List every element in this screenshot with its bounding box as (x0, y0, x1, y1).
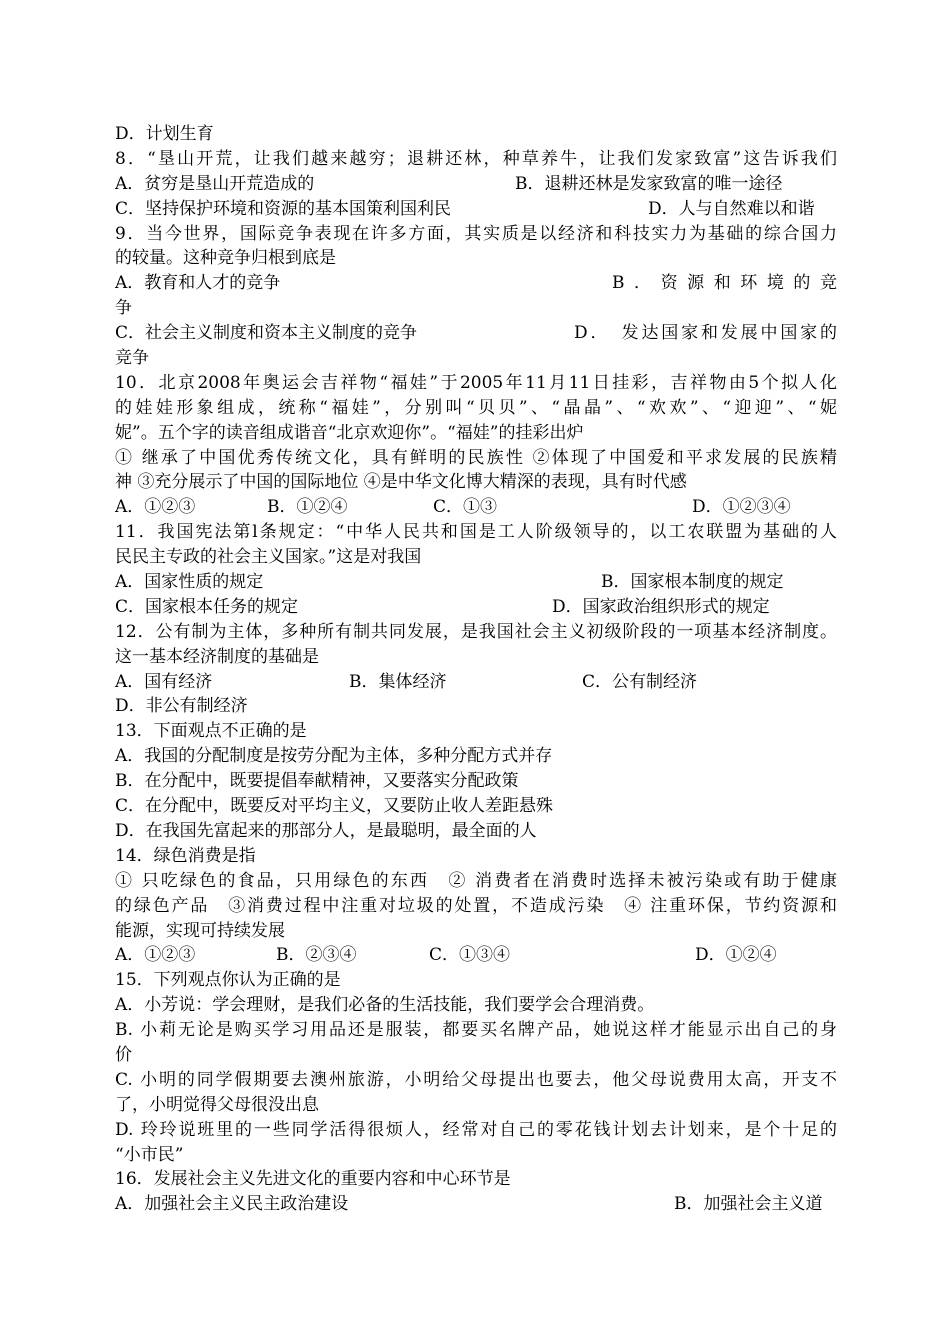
q12-option-c: C．公有制经济 (582, 671, 698, 692)
q10-option-c: C．①③ (433, 497, 498, 518)
q10-stem-line3: 妮”。五个字的读音组成谐音“北京欢迎你”。“福娃”的挂彩出炉 (115, 422, 584, 443)
q8-stem: 8．“垦山开荒，让我们越来越穷；退耕还林，种草养牛，让我们发家致富”这告诉我们 (115, 148, 837, 169)
q8-options-ab (115, 172, 837, 197)
q10-option-a: A．①②③ (115, 497, 196, 518)
q8-options-cd (115, 197, 837, 222)
q16-options-ab (115, 1192, 837, 1217)
q9-option-d-cont: 竞争 (115, 348, 149, 369)
q15-option-b-line2: 价 (115, 1044, 132, 1065)
q15-option-c-line2: 了，小明觉得父母很没出息 (115, 1094, 319, 1115)
q12-option-b: B．集体经济 (349, 671, 447, 692)
q9-option-d: D． 发达国家和发展中国家的 (574, 323, 837, 344)
q11-stem-line1: 11．我国宪法第l条规定：“中华人民共和国是工人阶级领导的，以工农联盟为基础的人 (115, 522, 837, 543)
q12-stem-line2: 这一基本经济制度的基础是 (115, 646, 319, 667)
q8-option-b: B．退耕还林是发家致富的唯一途径 (515, 173, 783, 194)
q14-items-line1: ① 只吃绿色的食品，只用绿色的东西 ② 消费者在消费时选择未被污染或有助于健康 (115, 870, 837, 891)
q15-option-d-line1: D. 玲玲说班里的一些同学活得很烦人，经常对自己的零花钱计划去计划来，是个十足的 (115, 1119, 837, 1140)
q12-option-d: D．非公有制经济 (115, 696, 248, 717)
q13-option-d: D．在我国先富起来的那部分人，是最聪明，最全面的人 (115, 820, 537, 841)
q12-stem-line1: 12．公有制为主体，多种所有制共同发展，是我国社会主义初级阶段的一项基本经济制度。 (115, 621, 837, 642)
q9-options-ab (115, 271, 837, 296)
q7-option-d: D．计划生育 (115, 124, 214, 144)
q14-stem: 14．绿色消费是指 (115, 845, 256, 866)
q9-option-a: A．教育和人才的竞争 (115, 273, 281, 294)
q11-option-d: D．国家政治组织形式的规定 (552, 596, 770, 617)
q10-items-line1: ① 继承了中国优秀传统文化，具有鲜明的民族性 ②体现了中国爱和平求发展的民族精 (115, 447, 837, 468)
q16-stem: 16．发展社会主义先进文化的重要内容和中心环节是 (115, 1169, 511, 1190)
q9-option-c: C．社会主义制度和资本主义制度的竞争 (115, 323, 418, 344)
exam-page (115, 122, 837, 1217)
q11-option-a: A．国家性质的规定 (115, 572, 264, 593)
q13-option-b: B．在分配中，既要提倡奉献精神，又要落实分配政策 (115, 771, 519, 792)
q13-stem: 13．下面观点不正确的是 (115, 721, 307, 742)
q16-option-b: B．加强社会主义道 (674, 1194, 823, 1215)
q14-options (115, 943, 837, 968)
q14-option-a: A．①②③ (115, 945, 196, 966)
q10-options (115, 495, 837, 520)
q9-stem-line2: 的较量。这种竞争归根到底是 (115, 248, 336, 269)
q11-stem-line2: 民民主专政的社会主义国家。”这是对我国 (115, 547, 422, 568)
q10-option-d: D．①②③④ (692, 497, 791, 518)
q11-option-c: C．国家根本任务的规定 (115, 596, 299, 617)
q13-option-a: A．我国的分配制度是按劳分配为主体，多种分配方式并存 (115, 746, 553, 767)
q8-option-d: D．人与自然难以和谐 (648, 198, 815, 219)
q8-option-a: A．贫穷是垦山开荒造成的 (115, 173, 315, 194)
q11-options-cd (115, 595, 837, 620)
q12-options-abc (115, 670, 837, 695)
q11-option-b: B．国家根本制度的规定 (601, 572, 784, 593)
q14-option-c: C．①③④ (429, 945, 511, 966)
q10-stem-line2: 的娃娃形象组成，统称“福娃”，分别叫“贝贝”、“晶晶”、“欢欢”、“迎迎”、“妮 (115, 397, 837, 418)
q10-stem-line1: 10．北京2008年奥运会吉祥物“福娃”于2005年11月11日挂彩，吉祥物由5个拟人化 (115, 372, 837, 393)
q15-stem: 15．下列观点你认为正确的是 (115, 970, 341, 991)
q8-option-c: C．坚持保护环境和资源的基本国策利国利民 (115, 198, 452, 219)
q14-items-line3: 能源，实现可持续发展 (115, 920, 285, 941)
q13-option-c: C．在分配中，既要反对平均主义，又要防止收人差距悬殊 (115, 796, 554, 817)
q9-option-b-cont: 争 (115, 298, 132, 319)
q9-option-b: B．资源和环境的竞 (612, 273, 837, 294)
q14-items-line2: 的绿色产品 ③消费过程中注重对垃圾的处置，不造成污染 ④ 注重环保，节约资源和 (115, 895, 837, 916)
q9-stem-line1: 9．当今世界，国际竞争表现在许多方面，其实质是以经济和科技实力为基础的综合国力 (115, 223, 837, 244)
q15-option-d-line2: “小市民” (115, 1144, 184, 1165)
q10-option-b: B．①②④ (267, 497, 348, 518)
q12-option-a: A．国有经济 (115, 671, 213, 692)
q9-options-cd (115, 321, 837, 346)
q11-options-ab (115, 570, 837, 595)
q15-option-a: A．小芳说：学会理财，是我们必备的生活技能，我们要学会合理消费。 (115, 995, 655, 1016)
q15-option-b-line1: B. 小莉无论是购买学习用品还是服装，都要买名牌产品，她说这样才能显示出自己的身 (115, 1020, 837, 1041)
q14-option-d: D．①②④ (695, 945, 777, 966)
q15-option-c-line1: C. 小明的同学假期要去澳州旅游，小明给父母提出也要去，他父母说费用太高，开支不 (115, 1069, 837, 1090)
q16-option-a: A．加强社会主义民主政治建设 (115, 1194, 349, 1215)
q10-items-line2: 神 ③充分展示了中国的国际地位 ④是中华文化博大精深的表现，具有时代感 (115, 472, 687, 493)
q14-option-b: B．②③④ (276, 945, 357, 966)
